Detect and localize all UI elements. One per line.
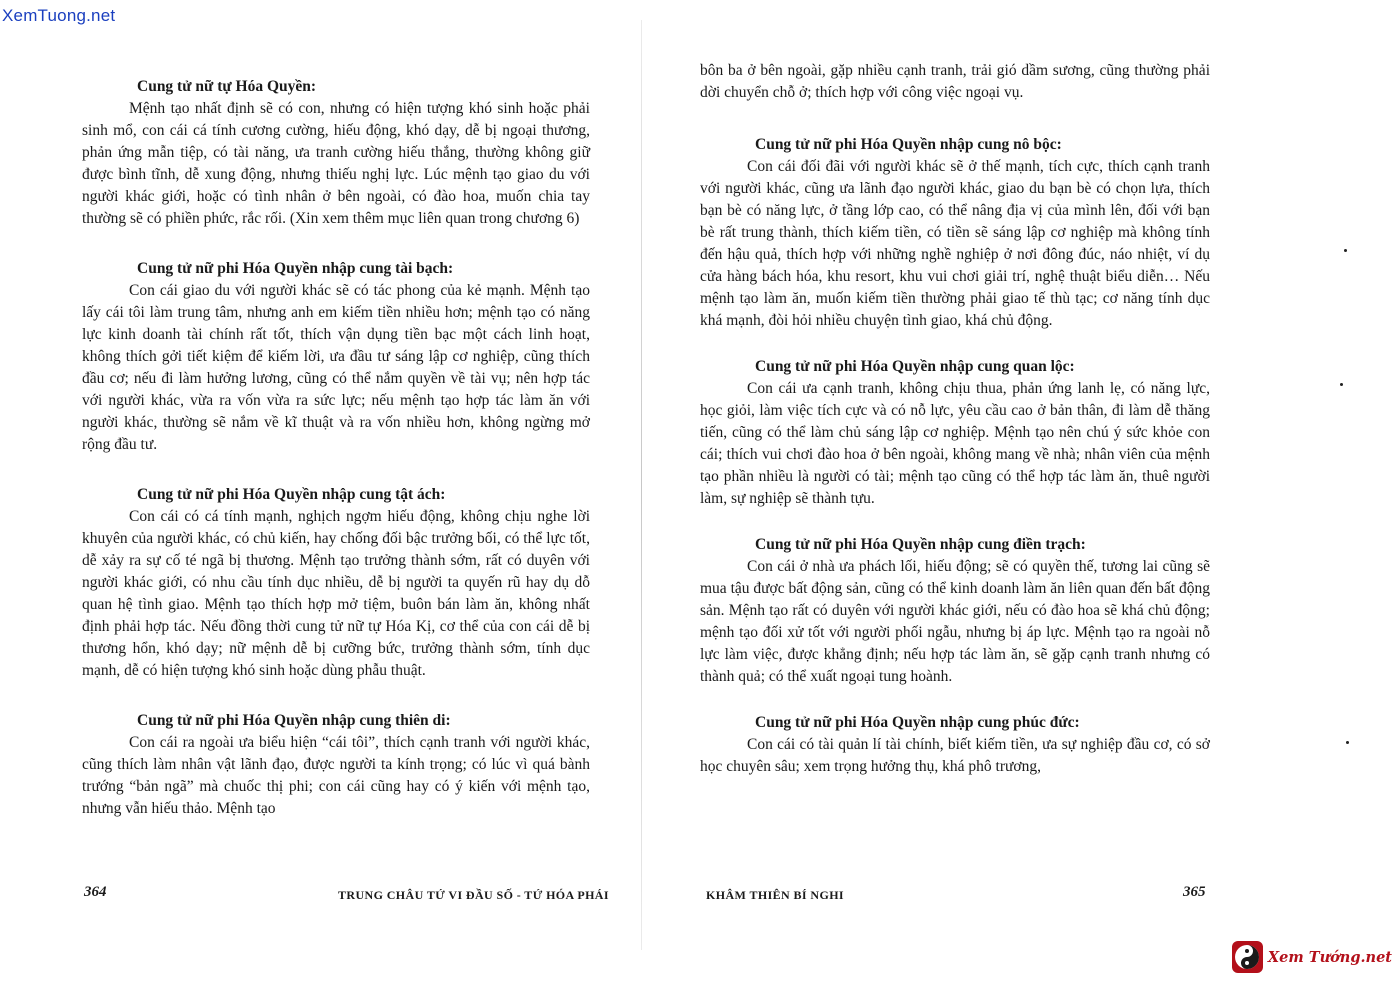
logo-text: Xem Tướng.net <box>1267 948 1392 966</box>
section-body: Con cái ở nhà ưa phách lối, hiếu động; sẽ có quyền thế, tương lai cũng sẽ mua tậu được bất động sản, cũng có thể kinh doanh làm ăn liên quan đến bất động sản. Mệnh tạo rất có duyên với người khác giới, nếu có đào hoa sẽ khá chủ động; mệnh tạo đối xử tốt với người phối ngẫu, nhưng bị áp lực. Mệnh tạo ra ngoài nỗ lực làm việc, được khẳng định; nếu hợp tác làm ăn, sẽ gặp cạnh tranh nhưng có thành quả; có thể xuất ngoại tung hoành. <box>700 558 1210 685</box>
book-gutter <box>641 20 642 950</box>
section-heading: Cung tử nữ tự Hóa Quyền: <box>137 78 317 95</box>
section-tai-bach <box>82 258 590 456</box>
section-heading: Cung tử nữ phi Hóa Quyền nhập cung phúc đức: <box>755 714 1080 731</box>
section-body: Con cái có tài quản lí tài chính, biết kiếm tiền, ưa sự nghiệp đầu cơ, có sở học chuyên sâu; xem trọng hưởng thụ, khá phô trương, <box>700 736 1210 775</box>
section-phuc-duc <box>700 712 1210 778</box>
continued-text: bôn ba ở bên ngoài, gặp nhiều cạnh tranh, trải gió dầm sương, cũng thường phải dời chuyển chỗ ở; thích hợp với công việc ngoại vụ. <box>700 62 1210 101</box>
section-body: Con cái giao du với người khác sẽ có tác phong của kẻ mạnh. Mệnh tạo lấy cái tôi làm trung tâm, nhưng anh em kiếm tiền nhiều hơn; mệnh tạo có năng lực kinh doanh tài chính rất tốt, thích vận dụng tiền bạc một cách linh hoạt, không thích gởi tiết kiệm để kiếm lời, ưa đầu tư sáng lập cơ nghiệp, cũng thích đầu cơ; nếu đi làm hưởng lương, cũng có thể nắm quyền về tài vụ; nên hợp tác với người khác, vừa ra vốn vừa ra sức lực; nếu mệnh tạo hợp tác làm ăn với người khác, thường sẽ nắm về kĩ thuật và ra vốn nhiều hơn, không ngừng mở rộng đầu tư. <box>82 282 590 453</box>
section-body: Con cái ra ngoài ưa biểu hiện “cái tôi”, thích cạnh tranh với người khác, cũng thích làm nhân vật lãnh đạo, được người ta kính trọng; có lúc vì quá bành trướng “bản ngã” mà chuốc thị phi; con cái cũng hay có ý kiến với mệnh tạo, nhưng vẫn hiếu thảo. Mệnh tạo <box>82 734 590 817</box>
section-tat-ach <box>82 484 590 682</box>
section-body: Con cái ưa cạnh tranh, không chịu thua, phản ứng lanh lẹ, có năng lực, học giỏi, làm việc tích cực và có nỗ lực, yêu cầu cao ở bản thân, đi làm dễ thăng tiến, cũng có thể làm chủ sáng lập cơ nghiệp. Mệnh tạo nên chú ý sức khỏe con cái; thích vui chơi đào hoa ở bên ngoài, không mang về nhà; nhân viên của mệnh tạo phần nhiều là người có tài; mệnh tạo cũng có thể hợp tác làm ăn, thuê người làm, sự nghiệp sẽ thành tựu. <box>700 380 1210 507</box>
running-title-left: TRUNG CHÂU TỨ VI ĐẦU SỐ - TỨ HÓA PHÁI <box>338 888 609 902</box>
running-title-right: KHÂM THIÊN BÍ NGHI <box>706 888 844 902</box>
section-heading: Cung tử nữ phi Hóa Quyền nhập cung tài bạch: <box>137 260 454 277</box>
section-heading: Cung tử nữ phi Hóa Quyền nhập cung điền trạch: <box>755 536 1086 553</box>
section-thien-di <box>82 710 590 820</box>
yin-yang-icon <box>1232 941 1263 973</box>
section-heading: Cung tử nữ phi Hóa Quyền nhập cung thiên di: <box>137 712 451 729</box>
section-body: Con cái đối đãi với người khác sẽ ở thế mạnh, tích cực, thích cạnh tranh với người khác, cũng ưa lãnh đạo người khác, giao du bạn bè có chọn lựa, thích bạn bè có năng lực, ở tầng lớp cao, có thể nâng địa vị của mình lên, đối với bạn bè rất trung thành, thích kiếm tiền, có tiền sẽ sáng lập cơ nghiệp mà không tính đến hậu quả, thích hợp với những nghề nghiệp ở nơi đông đúc, náo nhiệt, ví dụ cửa hàng bách hóa, khu resort, khu vui chơi giải trí, nghệ thuật biểu diễn… Nếu mệnh tạo làm ăn, muốn kiếm tiền thường phải giao tế thù tạc; cơ năng tính dục khá mạnh, đòi hỏi nhiều chuyện tình giao, khá chủ động. <box>700 158 1210 329</box>
section-heading: Cung tử nữ phi Hóa Quyền nhập cung tật ách: <box>137 486 446 503</box>
brand-logo[interactable] <box>1232 936 1392 978</box>
left-page <box>82 76 590 820</box>
page-number-right: 365 <box>1183 884 1206 900</box>
section-body: Con cái có cá tính mạnh, nghịch ngợm hiếu động, không chịu nghe lời khuyên của người khác, có chủ kiến, hay chống đối bậc trưởng bối, có thể lực tốt, dễ xảy ra sự cố té ngã bị thương. Mệnh tạo trưởng thành sớm, rất có duyên với người khác giới, có nhu cầu tính dục nhiều, dễ bị người ta quyến rũ hay dụ dỗ quan hệ tình giao. Mệnh tạo thích hợp mở tiệm, buôn bán làm ăn, không nhất định phải hợp tác. Nếu đồng thời cung tử nữ tự Hóa Kị, cơ thể của con cái dễ bị thương hổn, khó dạy; nữ mệnh dễ bị cưỡng bức, trưởng thành sớm, tính dục mạnh, dễ có hiện tượng khó sinh hoặc dùng phẫu thuật. <box>82 508 590 679</box>
page-number-left: 364 <box>84 884 107 900</box>
section-tu-hoa-quyen <box>82 76 590 230</box>
section-dien-trach <box>700 534 1210 688</box>
section-quan-loc <box>700 356 1210 510</box>
section-heading: Cung tử nữ phi Hóa Quyền nhập cung quan lộc: <box>755 358 1075 375</box>
section-body: Mệnh tạo nhất định sẽ có con, nhưng có hiện tượng khó sinh hoặc phải sinh mổ, con cái cá tính cương cường, hiếu động, khó dạy, dễ bị ngoại thương, phản ứng mẫn tiệp, có tài năng, ưa tranh cường hiếu thắng, thường không giữ được bình tĩnh, dễ xung động, nhưng thiếu nghị lực. Lúc mệnh tạo giao du với người khác giới, hoặc có tình nhân ở bên ngoài, có đào hoa, muốn chia tay thường sẽ có phiền phức, rắc rối. (Xin xem thêm mục liên quan trong chương 6) <box>82 100 590 227</box>
site-watermark[interactable]: XemTuong.net <box>2 6 116 25</box>
section-heading: Cung tử nữ phi Hóa Quyền nhập cung nô bộc: <box>755 136 1062 153</box>
section-no-boc <box>700 134 1210 332</box>
right-page <box>700 60 1210 778</box>
